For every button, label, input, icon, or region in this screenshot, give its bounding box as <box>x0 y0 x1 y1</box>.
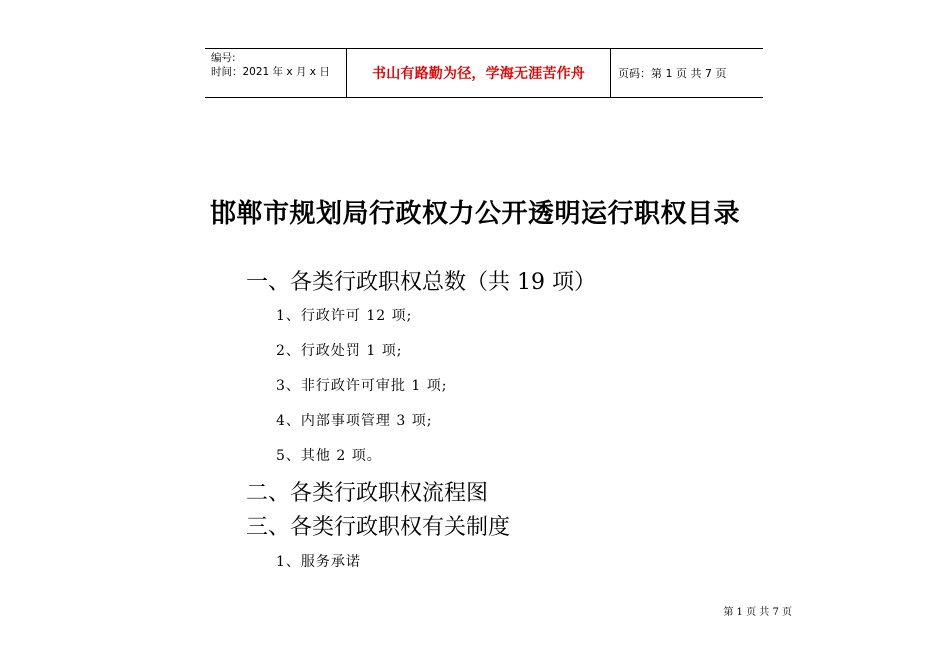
number-label: 编号: <box>211 52 236 64</box>
section-heading-3: 三、各类行政职权有关制度 <box>246 515 511 540</box>
motto-text: 书山有路勤为径，学海无涯苦作舟 <box>372 66 585 82</box>
header-meta-cell <box>205 49 347 97</box>
page-info: 页码：第 1 页 共 7 页 <box>618 67 727 80</box>
section-heading-1: 一、各类行政职权总数（共 19 项） <box>246 270 596 295</box>
section-heading-2: 二、各类行政职权流程图 <box>246 481 489 506</box>
list-item: 5、其他 2 项。 <box>276 448 382 464</box>
list-item: 1、行政许可 12 项; <box>276 308 413 324</box>
list-item: 2、行政处罚 1 项; <box>276 343 403 359</box>
list-item: 3、非行政许可审批 1 项; <box>276 378 448 394</box>
list-item: 4、内部事项管理 3 项; <box>276 413 433 429</box>
footer-page-number: 第 1 页 共 7 页 <box>723 607 792 618</box>
header-table <box>205 48 763 98</box>
list-item: 1、服务承诺 <box>276 554 361 570</box>
header-page-cell <box>611 49 763 97</box>
header-motto-cell <box>347 49 611 97</box>
document-title: 邯郸市规划局行政权力公开透明运行职权目录 <box>209 199 740 229</box>
time-label: 时间：2021 年 x 月 x 日 <box>211 66 330 78</box>
